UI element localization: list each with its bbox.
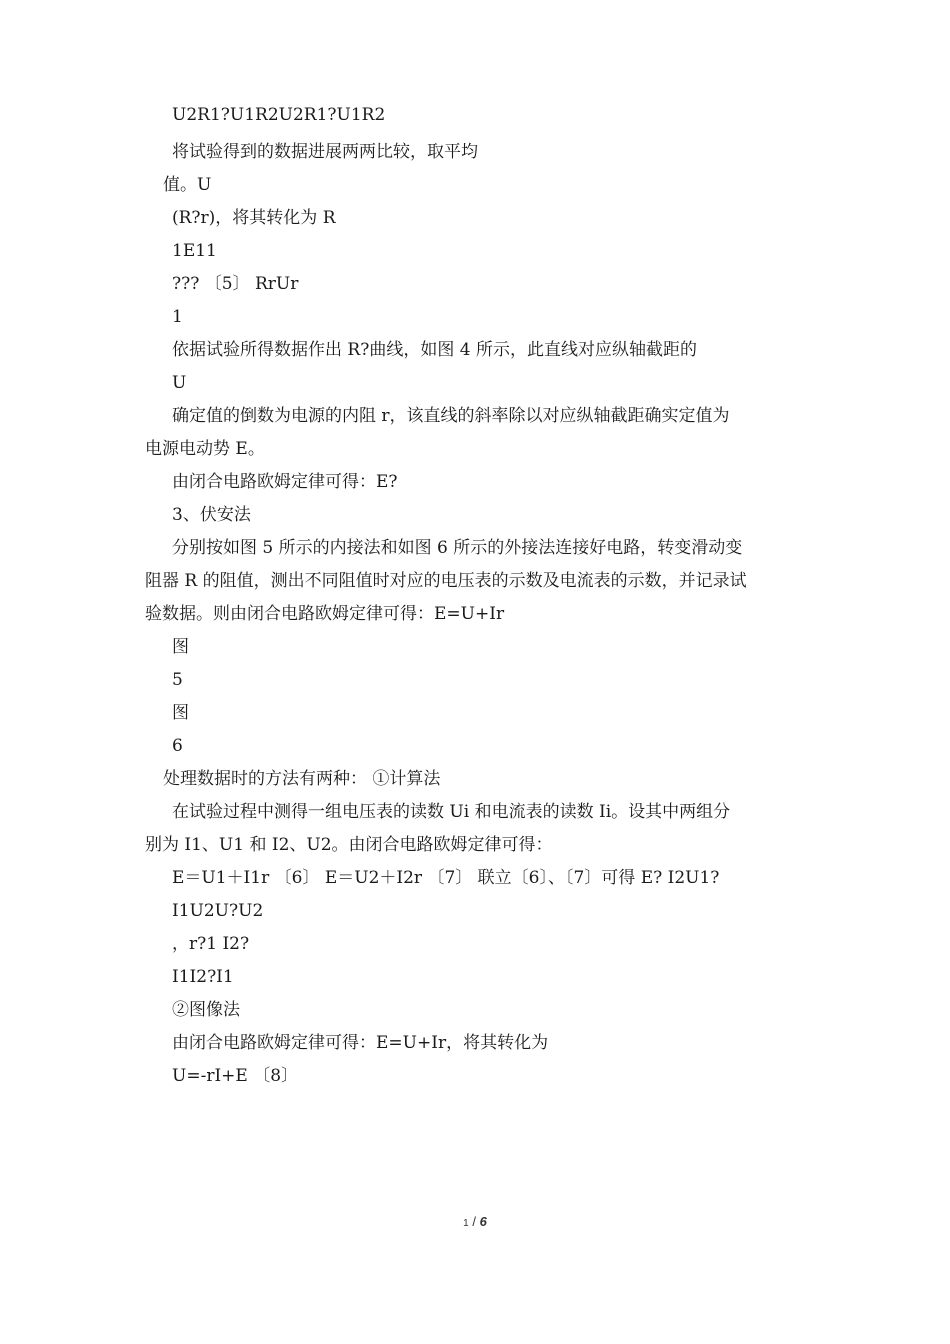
text-line: 在试验过程中测得一组电压表的读数 Ui 和电流表的读数 Ii。设其中两组分 xyxy=(172,802,731,822)
text-line: ??? 〔5〕 RrUr xyxy=(172,274,299,294)
text-line: 将试验得到的数据进展两两比较，取平均 xyxy=(172,142,478,162)
text-line: U2R1?U1R2U2R1?U1R2 xyxy=(172,105,386,125)
text-line: 电源电动势 E。 xyxy=(145,439,265,459)
text-line: 验数据。则由闭合电路欧姆定律可得：E=U+Ir xyxy=(145,604,505,624)
section-heading: 3、伏安法 xyxy=(172,505,251,525)
text-line: 由闭合电路欧姆定律可得：E? xyxy=(172,472,398,492)
text-line: 确定值的倒数为电源的内阻 r，该直线的斜率除以对应纵轴截距确实定值为 xyxy=(172,406,730,426)
text-line: U xyxy=(172,373,187,393)
equation-line: U=-rI+E 〔8〕 xyxy=(172,1066,299,1086)
text-line: (R?r)，将其转化为 R xyxy=(172,208,336,228)
text-line: 依据试验所得数据作出 R?曲线，如图 4 所示，此直线对应纵轴截距的 xyxy=(172,340,697,360)
text-line: 阻器 R 的阻值，测出不同阻值时对应的电压表的示数及电流表的示数，并记录试 xyxy=(145,571,747,591)
equation-line: I1U2U?U2 xyxy=(172,901,264,921)
text-line: 值。U xyxy=(163,175,212,195)
current-page-number: 1 xyxy=(463,1218,469,1229)
text-line: 别为 I1、U1 和 I2、U2。由闭合电路欧姆定律可得： xyxy=(145,835,553,855)
text-line: 由闭合电路欧姆定律可得：E=U+Ir，将其转化为 xyxy=(172,1033,549,1053)
text-line: 处理数据时的方法有两种： ①计算法 xyxy=(163,769,441,789)
figure-label: 图 xyxy=(172,637,189,657)
text-line: 分别按如图 5 所示的内接法和如图 6 所示的外接法连接好电路，转变滑动变 xyxy=(172,538,743,558)
equation-line: ，r?1 I2? xyxy=(172,934,250,954)
figure-number: 6 xyxy=(172,736,183,756)
equation-line: I1I2?I1 xyxy=(172,967,234,987)
page-separator: / xyxy=(472,1214,476,1229)
figure-label: 图 xyxy=(172,703,189,723)
section-heading: ②图像法 xyxy=(172,1000,240,1020)
equation-line: E＝U1＋I1r 〔6〕 E＝U2＋I2r 〔7〕 联立〔6〕、〔7〕可得 E? I2U1? xyxy=(172,868,720,888)
page-footer xyxy=(0,1214,950,1229)
figure-number: 5 xyxy=(172,670,183,690)
text-line: 1E11 xyxy=(172,241,217,261)
text-line: 1 xyxy=(172,307,183,327)
total-pages: 6 xyxy=(479,1214,487,1229)
